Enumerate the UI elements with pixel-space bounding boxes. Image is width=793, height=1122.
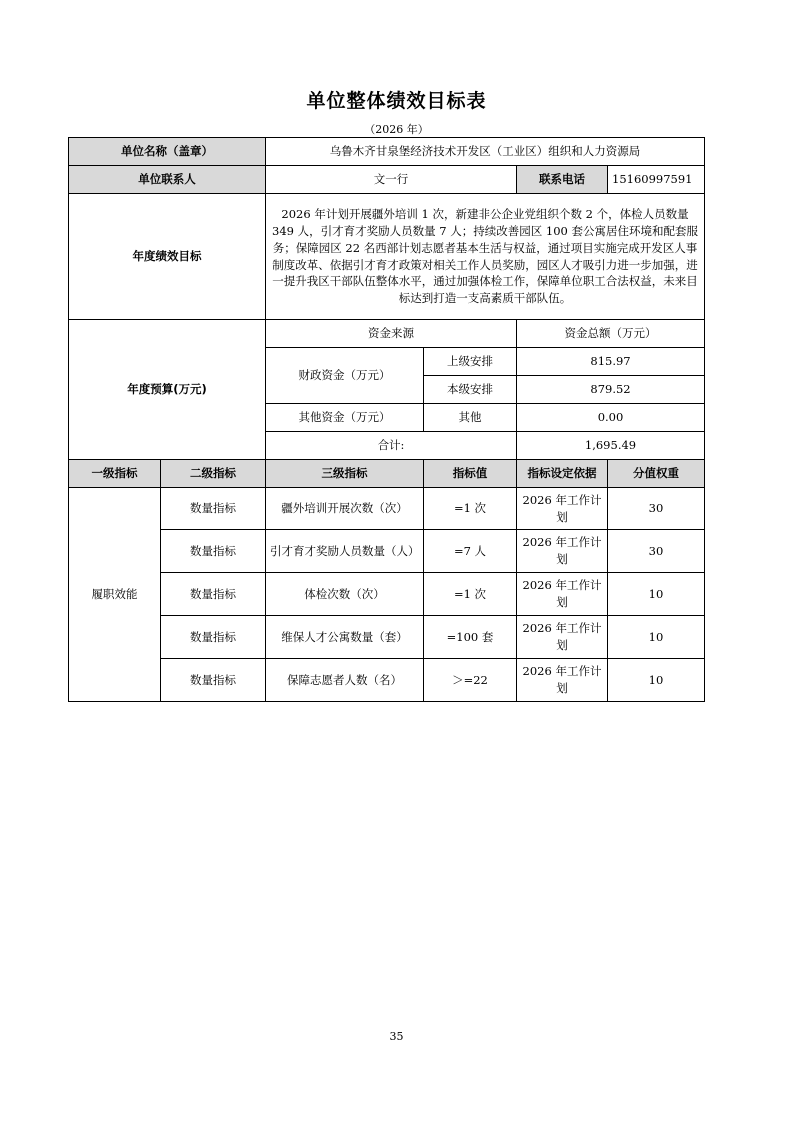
sum-label: 合计: bbox=[266, 432, 517, 460]
header-value: 指标值 bbox=[424, 460, 517, 488]
fund-source-header: 资金来源 bbox=[266, 320, 517, 348]
level3-indicator: 疆外培训开展次数（次） bbox=[266, 488, 424, 530]
level3-indicator: 引才育才奖励人员数量（人） bbox=[266, 530, 424, 573]
phone-value: 15160997591 bbox=[608, 166, 705, 194]
indicator-row bbox=[69, 488, 705, 530]
fund-total-header: 资金总额（万元） bbox=[517, 320, 705, 348]
header-level3: 三级指标 bbox=[266, 460, 424, 488]
header-weight: 分值权重 bbox=[608, 460, 705, 488]
indicator-basis: 2026 年工作计划 bbox=[517, 659, 608, 702]
indicator-value: =1 次 bbox=[424, 488, 517, 530]
indicator-weight: 10 bbox=[608, 616, 705, 659]
level2-indicator: 数量指标 bbox=[161, 659, 266, 702]
page-number: 35 bbox=[389, 1030, 404, 1043]
budget-label: 年度预算(万元) bbox=[69, 320, 266, 460]
contact-label: 单位联系人 bbox=[69, 166, 266, 194]
contact-row bbox=[69, 166, 705, 194]
indicator-weight: 30 bbox=[608, 488, 705, 530]
upper-allocation-value: 815.97 bbox=[517, 348, 705, 376]
local-allocation-label: 本级安排 bbox=[424, 376, 517, 404]
indicator-row bbox=[69, 573, 705, 616]
level1-indicator: 履职效能 bbox=[69, 488, 161, 702]
other-fund-value: 0.00 bbox=[517, 404, 705, 432]
indicator-weight: 30 bbox=[608, 530, 705, 573]
indicator-value: =1 次 bbox=[424, 573, 517, 616]
fiscal-fund-label: 财政资金（万元） bbox=[266, 348, 424, 404]
goal-row bbox=[69, 194, 705, 320]
level3-indicator: 保障志愿者人数（名） bbox=[266, 659, 424, 702]
indicator-row bbox=[69, 530, 705, 573]
indicator-row bbox=[69, 659, 705, 702]
contact-name: 文一行 bbox=[266, 166, 517, 194]
budget-header-row bbox=[69, 320, 705, 348]
indicator-basis: 2026 年工作计划 bbox=[517, 488, 608, 530]
local-allocation-value: 879.52 bbox=[517, 376, 705, 404]
other-fund-label: 其他资金（万元） bbox=[266, 404, 424, 432]
indicator-basis: 2026 年工作计划 bbox=[517, 573, 608, 616]
indicator-weight: 10 bbox=[608, 573, 705, 616]
indicator-header-row bbox=[69, 460, 705, 488]
other-fund-sub: 其他 bbox=[424, 404, 517, 432]
performance-table bbox=[68, 137, 705, 702]
phone-label: 联系电话 bbox=[517, 166, 608, 194]
upper-allocation-label: 上级安排 bbox=[424, 348, 517, 376]
goal-text: 2026 年计划开展疆外培训 1 次，新建非公企业党组织个数 2 个，体检人员数量 349 人，引才育才奖励人员数量 7 人；持续改善园区 100 套公寓居住环境和配套服务；保障园区 22 名西部计划志愿者基本生活与权益，通过项目实施完成开发区人事制度改革、依据引才育才政策对相关工作人员奖励，园区人才吸引力进一步加强，进一提升我区干部队伍整体水平，通过加强体检工作，保障单位职工合法权益，未来目标达到打造一支高素质干部队伍。 bbox=[266, 194, 705, 320]
level2-indicator: 数量指标 bbox=[161, 616, 266, 659]
indicator-value: ＞=22 bbox=[424, 659, 517, 702]
indicator-row bbox=[69, 616, 705, 659]
level3-indicator: 体检次数（次） bbox=[266, 573, 424, 616]
header-basis: 指标设定依据 bbox=[517, 460, 608, 488]
indicator-basis: 2026 年工作计划 bbox=[517, 530, 608, 573]
level2-indicator: 数量指标 bbox=[161, 573, 266, 616]
unit-label: 单位名称（盖章） bbox=[69, 138, 266, 166]
indicator-value: =100 套 bbox=[424, 616, 517, 659]
header-level2: 二级指标 bbox=[161, 460, 266, 488]
level3-indicator: 维保人才公寓数量（套） bbox=[266, 616, 424, 659]
unit-name: 乌鲁木齐甘泉堡经济技术开发区（工业区）组织和人力资源局 bbox=[266, 138, 705, 166]
indicator-basis: 2026 年工作计划 bbox=[517, 616, 608, 659]
level2-indicator: 数量指标 bbox=[161, 488, 266, 530]
header-level1: 一级指标 bbox=[69, 460, 161, 488]
level2-indicator: 数量指标 bbox=[161, 530, 266, 573]
year-subtitle: （2026 年） bbox=[364, 123, 429, 136]
goal-label: 年度绩效目标 bbox=[69, 194, 266, 320]
indicator-value: =7 人 bbox=[424, 530, 517, 573]
sum-value: 1,695.49 bbox=[517, 432, 705, 460]
indicator-weight: 10 bbox=[608, 659, 705, 702]
unit-row bbox=[69, 138, 705, 166]
page-title: 单位整体绩效目标表 bbox=[306, 90, 487, 112]
